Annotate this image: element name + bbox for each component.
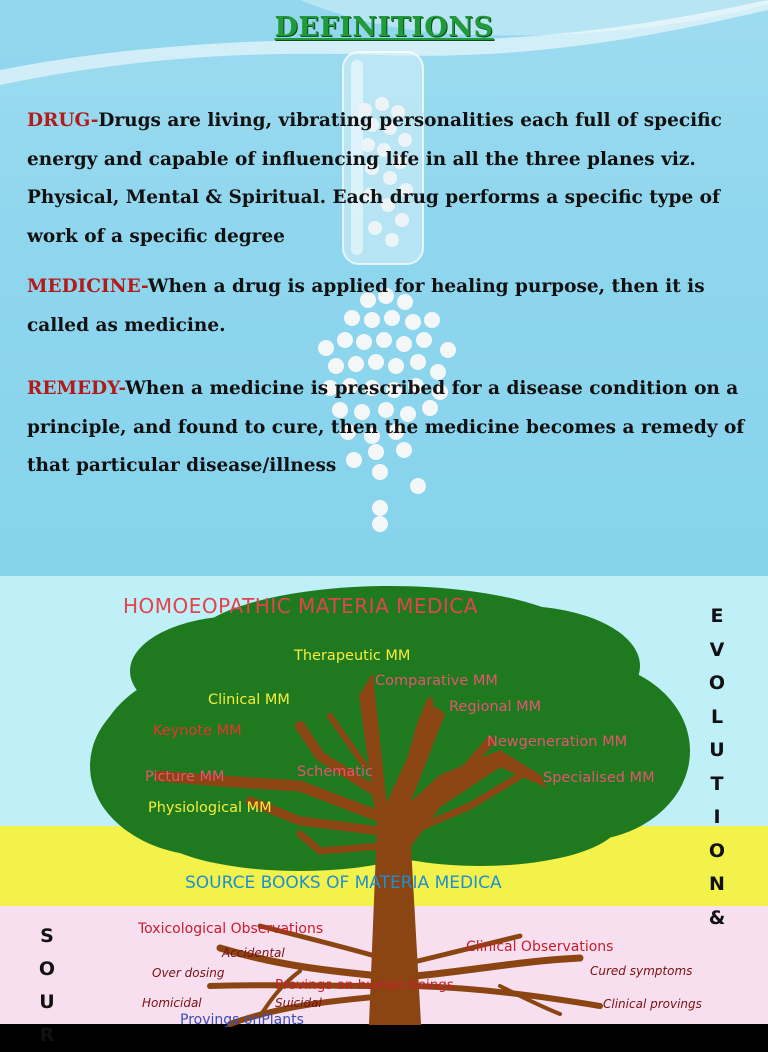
materia-medica-tree-slide bbox=[0, 576, 768, 1046]
label-provings-human-beings: Provings on human beings bbox=[275, 977, 454, 993]
evolution-letter: L bbox=[710, 705, 724, 728]
sources-letter: R bbox=[39, 1024, 55, 1046]
evolution-letter: T bbox=[710, 772, 724, 795]
sources-letter: U bbox=[39, 991, 55, 1013]
definition-remedy-text: When a medicine is prescribed for a disease condition on a principle, and found to cure, then the medicine becomes a remedy of that particular disease/illness bbox=[27, 378, 745, 476]
definition-remedy bbox=[27, 370, 752, 486]
definition-medicine bbox=[27, 268, 752, 345]
label-specialised-mm: Specialised MM bbox=[543, 770, 655, 786]
sources-letter: O bbox=[38, 958, 56, 980]
evolution-letter: O bbox=[708, 672, 726, 694]
label-accidental: Accidental bbox=[222, 946, 285, 960]
tree-diagram bbox=[0, 576, 768, 1024]
sources-vertical-text bbox=[32, 920, 62, 1052]
evolution-letter: & bbox=[708, 906, 726, 929]
label-physiological-mm: Physiological MM bbox=[148, 800, 272, 816]
label-therapeutic-mm: Therapeutic MM bbox=[294, 648, 411, 664]
tree-title: HOMOEOPATHIC MATERIA MEDICA bbox=[123, 594, 478, 618]
evolution-letter: O bbox=[708, 839, 726, 862]
label-newgeneration-mm: Newgeneration MM bbox=[487, 734, 628, 750]
label-regional-mm: Regional MM bbox=[449, 699, 542, 715]
definition-drug-text: Drugs are living, vibrating personalities each full of specific energy and capable of influencing life in all the three planes viz. Physical, Mental & Spiritual. Each drug performs a specific type of work of a specific degree bbox=[27, 110, 722, 247]
evolution-letter: E bbox=[710, 605, 724, 627]
label-clinical-mm: Clinical MM bbox=[208, 692, 290, 708]
label-comparative-mm: Comparative MM bbox=[375, 673, 498, 689]
source-books-heading: SOURCE BOOKS OF MATERIA MEDICA bbox=[185, 873, 502, 893]
label-over-dosing: Over dosing bbox=[152, 966, 225, 980]
label-homicidal: Homicidal bbox=[142, 996, 202, 1010]
term-remedy: REMEDY- bbox=[27, 378, 126, 399]
term-medicine: MEDICINE- bbox=[27, 276, 148, 297]
slide-title: DEFINITIONS bbox=[274, 12, 494, 43]
evolution-letter: I bbox=[713, 806, 721, 828]
evolution-letter: V bbox=[709, 638, 725, 661]
label-keynote-mm: Keynote MM bbox=[153, 723, 242, 739]
evolution-vertical-text bbox=[702, 600, 732, 935]
label-provings-plants: Provings onPlants bbox=[180, 1012, 304, 1028]
term-drug: DRUG- bbox=[27, 110, 99, 131]
label-clinical-provings: Clinical provings bbox=[603, 997, 702, 1011]
label-cured-symptoms: Cured symptoms bbox=[590, 964, 693, 978]
sources-letter: S bbox=[40, 925, 54, 947]
definition-medicine-text: When a drug is applied for healing purpose, then it is called as medicine. bbox=[27, 276, 705, 336]
label-picture-mm: Picture MM bbox=[145, 769, 225, 785]
label-schematic: Schematic bbox=[297, 764, 373, 780]
evolution-letter: N bbox=[709, 873, 725, 895]
definition-drug bbox=[27, 102, 752, 256]
label-clinical-observations: Clinical Observations bbox=[466, 939, 614, 955]
evolution-letter: U bbox=[709, 739, 725, 761]
label-suicidal: Suicidal bbox=[275, 996, 322, 1010]
label-toxicological-observations: Toxicological Observations bbox=[138, 921, 324, 937]
